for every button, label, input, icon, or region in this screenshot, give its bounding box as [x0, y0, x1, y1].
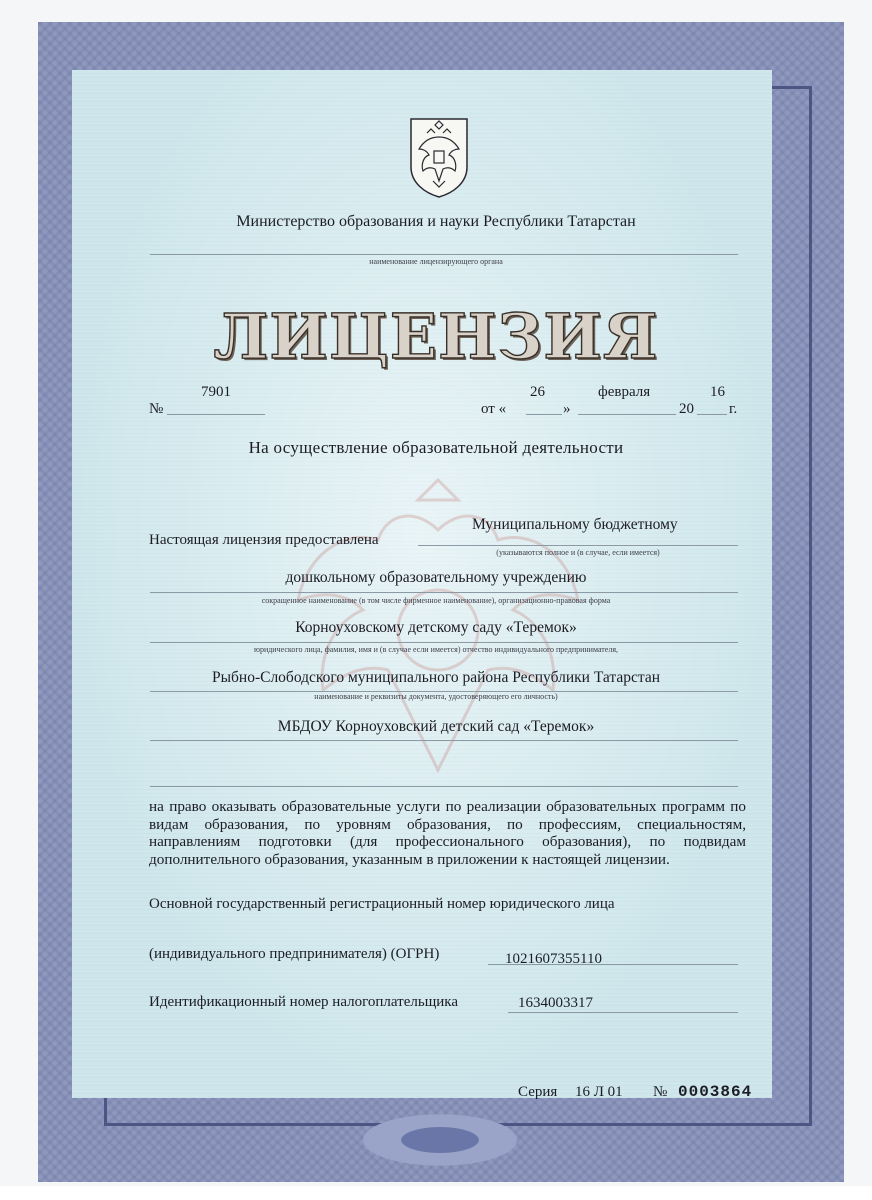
issuer-name: Министерство образования и науки Республики Татарстан: [236, 213, 636, 230]
year-end: г.: [729, 401, 738, 417]
series-label: Серия: [518, 1084, 558, 1100]
date-month-underline: [578, 414, 676, 415]
granted-label: Настоящая лицензия предоставлена: [149, 532, 379, 548]
series-number: 0003864: [678, 1083, 753, 1101]
year-suffix: 16: [710, 384, 725, 400]
number-label: №: [149, 401, 164, 417]
org-line-3: Корноуховскому детскому саду «Теремок»: [295, 619, 577, 636]
date-day: 26: [530, 384, 545, 400]
org-line-3-underline: [150, 642, 738, 643]
inn-value: 1634003317: [518, 995, 593, 1011]
document-title: ЛИЦЕНЗИЯ: [213, 300, 659, 373]
date-month: февраля: [598, 384, 651, 400]
date-prefix: от «: [481, 401, 507, 417]
caption-2: сокращенное наименование (в том числе фирменное наименование), организационно-правовая форма: [261, 596, 611, 605]
issuer-underline: [150, 254, 738, 255]
footer-strip: [0, 1186, 872, 1200]
org-line-1-underline: [418, 545, 738, 546]
number-underline: [167, 414, 265, 415]
blank-underline: [150, 786, 738, 787]
license-purpose: На осуществление образовательной деятельности: [248, 438, 624, 457]
org-line-4: Рыбно-Слободского муниципального района Республики Татарстан: [211, 669, 661, 686]
org-line-2-underline: [150, 592, 738, 593]
caption-1: (указываются полное и (в случае, если имеется): [496, 548, 660, 557]
license-number: 7901: [201, 384, 231, 400]
ogrn-label-2: (индивидуального предпринимателя) (ОГРН): [149, 946, 440, 962]
org-line-2: дошкольному образовательному учреждению: [285, 569, 587, 586]
caption-3: юридического лица, фамилия, имя и (в случае если имеется) отчество индивидуального предпринимателя,: [253, 645, 619, 654]
ogrn-underline: [488, 964, 738, 965]
ogrn-label-1: Основной государственный регистрационный номер юридического лица: [149, 896, 615, 912]
org-line-1: Муниципальному бюджетному: [472, 516, 678, 533]
org-short-name: МБДОУ Корноуховский детский сад «Теремок»: [277, 718, 595, 735]
date-day-underline: [526, 414, 562, 415]
rights-paragraph: на право оказывать образовательные услуги по реализации образовательных программ по видам образования, по уровням образования, по профессиям, специальностям, направлениям подготовки (для профессионального образования), по подвидам дополнительного образования, указанным в приложении к настоящей лицензии.: [149, 798, 746, 868]
coat-of-arms-icon: [407, 115, 471, 199]
org-short-underline: [150, 740, 738, 741]
caption-4: наименование и реквизиты документа, удостоверяющего его личность): [314, 692, 558, 701]
date-close: »: [563, 401, 571, 417]
series-number-label: №: [653, 1084, 668, 1100]
issuer-caption: наименование лицензирующего органа: [369, 257, 503, 266]
inn-label: Идентификационный номер налогоплательщика: [149, 994, 459, 1010]
year-prefix: 20: [679, 401, 694, 417]
ogrn-value: 1021607355110: [505, 951, 602, 967]
bottom-ornament: [350, 1110, 530, 1170]
year-underline: [697, 414, 727, 415]
series-value: 16 Л 01: [575, 1084, 623, 1100]
inn-underline: [508, 1012, 738, 1013]
